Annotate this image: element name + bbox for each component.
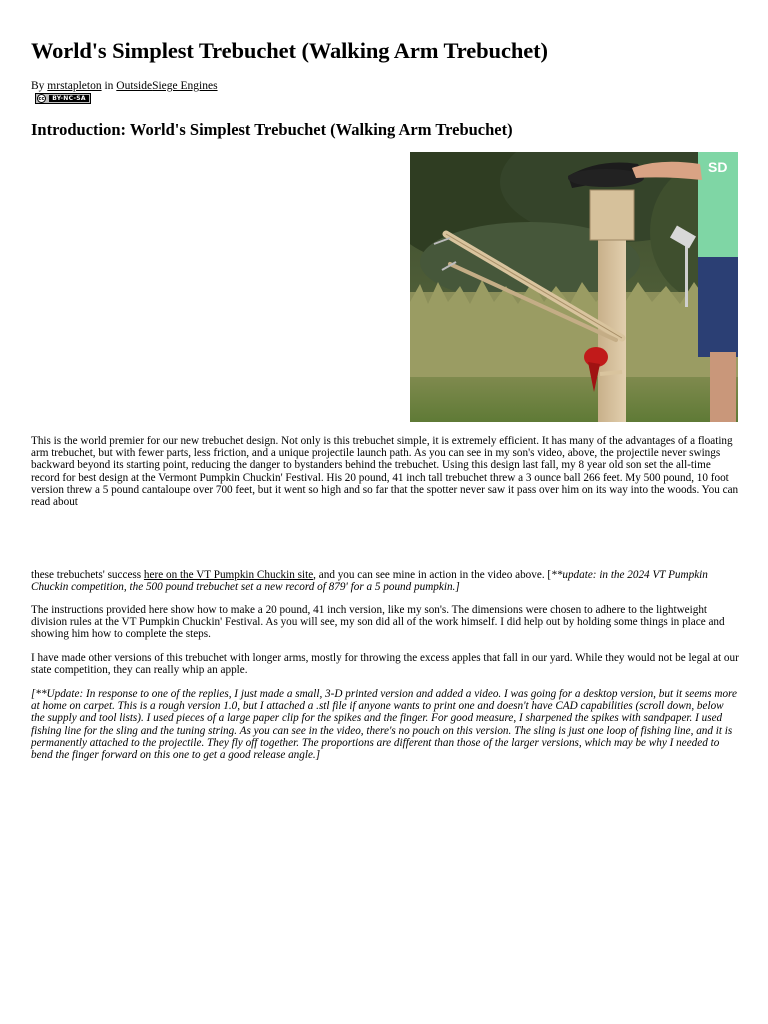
category-link[interactable]: Outside <box>116 80 153 92</box>
intro-paragraph-1: This is the world premier for our new trebuchet design. Not only is this trebuchet simple, it is extremely efficient. It has many of the advantages of a floating arm trebuchet, but with fewer parts, less friction, and a unique projectile launch path. As you can see in my son's video, above, the projectile never swings backward beyond its starting point, reducing the danger to bystanders behind the trebuchet. Using this design last fall, my 8 year old son set the all-time record for best design at the Vermont Pumpkin Chuckin' Festival. His 20 pound, 41 inch tall trebuchet threw a 3 ounce ball 266 feet. My 500 pound, 10 foot version threw a 5 pound cantaloupe over 700 feet, but it went so high and so far that the spotter never saw it pass over him on its way into the woods. You can read about <box>31 435 739 509</box>
intro-paragraph-4: I have made other versions of this trebuchet with longer arms, mostly for throwing the excess apples that fall in our yard. While they would not be legal at our state competition, they can really whip an apple. <box>31 652 739 677</box>
intro-paragraph-3: The instructions provided here show how to make a 20 pound, 41 inch version, like my son's. The dimensions were chosen to adhere to the lightweight division rules at the VT Pumpkin Chuckin' Festival. As you will see, my son did all of the work himself. I did help out by holding some things in place and showing him how to complete the steps. <box>31 604 725 641</box>
license-label: BY-NC-SA <box>49 95 89 102</box>
author-link[interactable]: mrstapleton <box>47 80 102 92</box>
trebuchet-photo <box>410 152 738 422</box>
page-title: World's Simplest Trebuchet (Walking Arm Trebuchet) <box>31 38 548 63</box>
creative-commons-icon: cc <box>38 96 45 102</box>
byline <box>31 80 218 93</box>
p2-update: **update: in the 2024 VT Pumpkin Chuckin competition, the 500 pound trebuchet set a new record of 879' for a 5 pound pumpkin.] <box>31 569 708 594</box>
vt-pumpkin-chuckin-link[interactable]: here on the VT Pumpkin Chuckin site <box>143 569 314 581</box>
license-badge[interactable] <box>35 93 91 104</box>
subcategory-link[interactable]: Siege Engines <box>152 80 218 92</box>
byline-by: By <box>31 80 45 92</box>
intro-heading: Introduction: World's Simplest Trebuchet (Walking Arm Trebuchet) <box>31 120 513 139</box>
trebuchet-photo-illustration <box>410 152 738 422</box>
update-3d-printed: [**Update: In response to one of the replies, I just made a small, 3-D printed version and added a video. I was going for a desktop version, but it seems more at home on carpet. This is a rough version 1.0, but I attached a .stl file if anyone wants to print one and doesn't have CAD capabilities (scroll down, below the supply and tool lists). I used pieces of a large paper clip for the spikes and the finger. For good measure, I sharpened the spikes with sandpaper. I used fishing line for the sling and the tuning string. As you can see in the video, there's no pouch on this version. The sling is just one loop of fishing line, and it is permanently attached to the projectile. They fly off together. The proportions are different than those of the larger versions, which may be why I needed to bend the finger forward on this one to get a good release angle.] <box>31 688 737 762</box>
byline-in: in <box>104 80 114 92</box>
p2-mid: , and you can see mine in action in the video above. [ <box>313 569 552 581</box>
svg-text:SD: SD <box>708 159 728 175</box>
intro-paragraph-2 <box>31 569 739 593</box>
p2-start: these trebuchets' success <box>31 569 144 581</box>
